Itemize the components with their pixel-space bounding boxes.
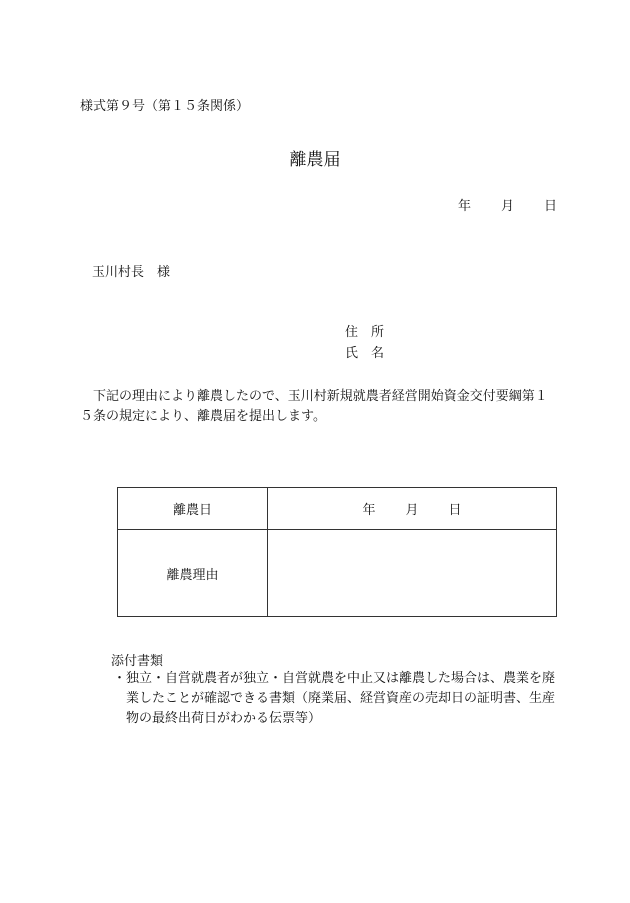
submission-date (458, 195, 557, 214)
date-day-label: 日 (544, 199, 558, 214)
retirement-info-table (117, 487, 557, 617)
retirement-date-month: 月 (405, 503, 419, 518)
retirement-date-year: 年 (362, 503, 376, 518)
name-label: 氏 名 (345, 346, 385, 361)
addressee: 玉川村長 様 (92, 265, 171, 280)
attachments-heading: 添付書類 (111, 654, 164, 669)
body-paragraph: 下記の理由により離農したので、玉川村新規就農者経営開始資金交付要綱第１５条の規定により、離農届を提出します。 (80, 389, 548, 424)
retirement-date-field[interactable] (268, 488, 557, 530)
table-row (118, 530, 557, 617)
table-row (118, 488, 557, 530)
retirement-date-label: 離農日 (118, 488, 268, 530)
retirement-date-day: 日 (448, 503, 462, 518)
form-number: 様式第９号（第１５条関係） (80, 99, 250, 114)
retirement-reason-field[interactable] (268, 530, 557, 617)
document-title: 離農届 (289, 150, 341, 170)
retirement-reason-label: 離農理由 (118, 530, 268, 617)
date-month-label: 月 (501, 199, 515, 214)
address-label: 住 所 (345, 325, 385, 340)
date-year-label: 年 (458, 199, 472, 214)
attachment-item: ・独立・自営就農者が独立・自営就農を中止又は離農した場合は、農業を廃業したことが確認できる書類（廃業届、経営資産の売却日の証明書、生産物の最終出荷日がわかる伝票等） (113, 671, 556, 726)
